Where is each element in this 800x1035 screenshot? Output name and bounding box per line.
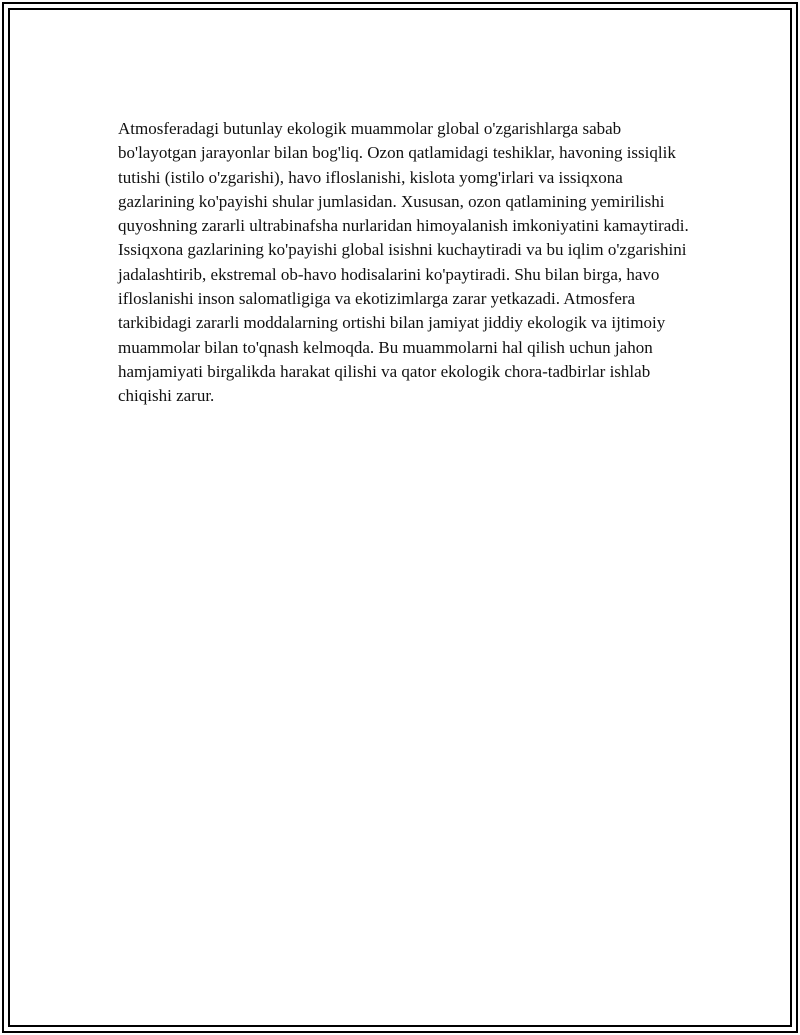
body-paragraph: Atmosferadagi butunlay ekologik muammolar global o'zgarishlarga sabab bo'layotgan jarayonlar bilan bog'liq. Ozon qatlamidagi teshiklar, havoning issiqlik tutishi (istilo o'zgarishi), havo ifloslanishi, kislota yomg'irlari va issiqxona gazlarining ko'payishi shular jumlasidan. Xususan, ozon qatlamining yemirilishi quyoshning zararli ultrabinafsha nurlaridan himoyalanish imkoniyatini kamaytiradi. Issiqxona gazlarining ko'payishi global isishni kuchaytiradi va bu iqlim o'zgarishini jadalashtirib, ekstremal ob-havo hodisalarini ko'paytiradi. Shu bilan birga, havo ifloslanishi inson salomatligiga va ekotizimlarga zarar yetkazadi. Atmosfera tarkibidagi zararli moddalarning ortishi bilan jamiyat jiddiy ekologik va ijtimoiy muammolar bilan to'qnash kelmoqda. Bu muammolarni hal qilish uchun jahon hamjamiyati birgalikda harakat qilishi va qator ekologik chora-tadbirlar ishlab chiqishi zarur. — [118, 119, 689, 406]
